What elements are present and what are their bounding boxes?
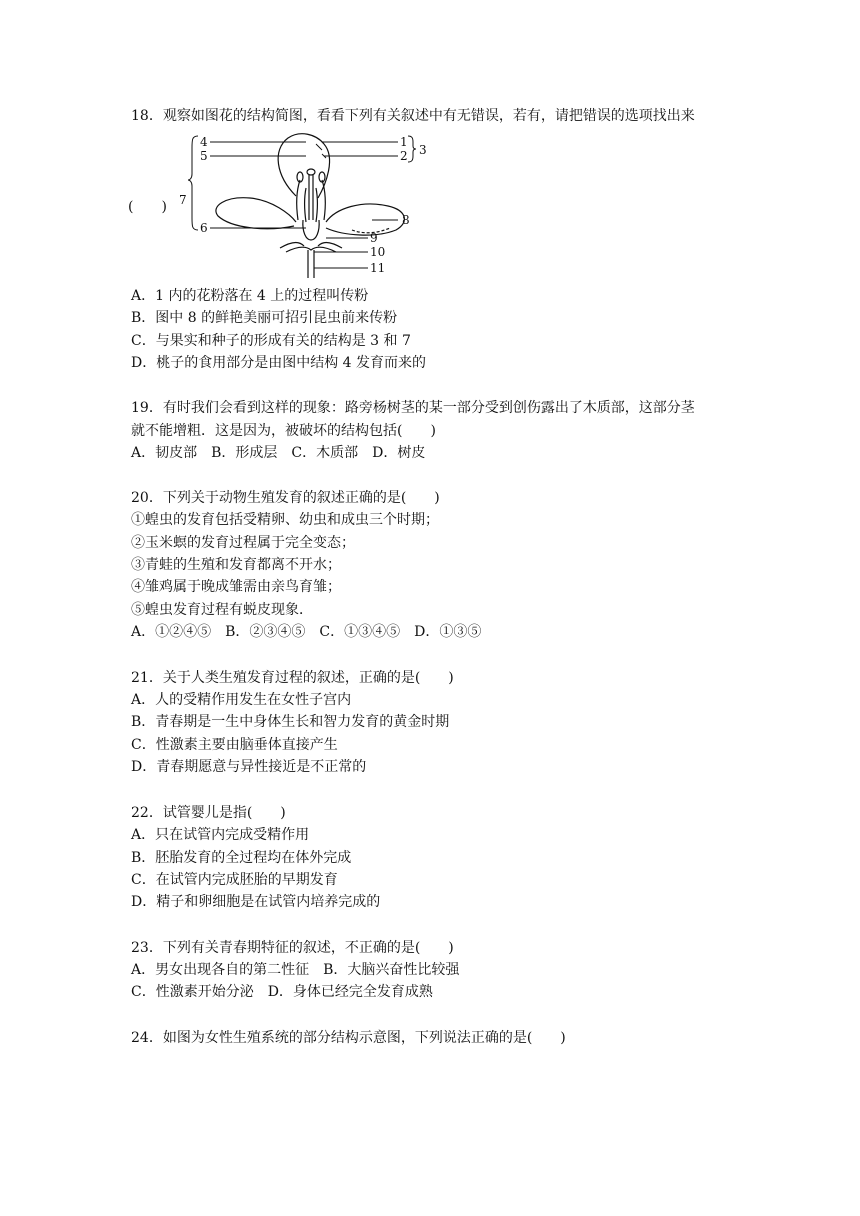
label-2: 2 xyxy=(400,149,408,163)
q19-stem-1: 19．有时我们会看到这样的现象：路旁杨树茎的某一部分受到创伤露出了木质部，这部分茎 xyxy=(131,400,695,416)
q20-item-2: ②玉米螟的发育过程属于完全变态； xyxy=(131,535,355,551)
label-1: 1 xyxy=(400,135,408,149)
q18-option-c: C．与果实和种子的形成有关的结构是 3 和 7 xyxy=(131,333,411,349)
q20-item-3: ③青蛙的生殖和发育都离不开水； xyxy=(131,557,341,573)
q18-option-d: D．桃子的食用部分是由图中结构 4 发育而来的 xyxy=(131,355,427,371)
q23-stem: 23．下列有关青春期特征的叙述，不正确的是( ) xyxy=(131,940,454,956)
label-6: 6 xyxy=(200,221,208,235)
label-3: 3 xyxy=(419,143,427,157)
q18-option-b: B．图中 8 的鲜艳美丽可招引昆虫前来传粉 xyxy=(131,310,398,326)
label-7: 7 xyxy=(179,193,187,207)
label-4: 4 xyxy=(200,135,208,149)
label-8: 8 xyxy=(402,213,410,227)
label-10: 10 xyxy=(370,245,386,259)
q22-option-c: C．在试管内完成胚胎的早期发育 xyxy=(131,872,338,888)
q23-options-2: C．性激素开始分泌 D．身体已经完全发育成熟 xyxy=(131,984,433,1000)
label-11: 11 xyxy=(370,261,386,275)
q19-options: A．韧皮部 B．形成层 C．木质部 D．树皮 xyxy=(131,445,426,461)
label-9: 9 xyxy=(370,231,378,245)
q20-item-4: ④雏鸡属于晚成雏需由亲鸟育雏； xyxy=(131,579,341,595)
q18-stem: 18．观察如图花的结构简图，看看下列有关叙述中有无错误，若有，请把错误的选项找出来 xyxy=(131,108,695,124)
q20-item-1: ①蝗虫的发育包括受精卵、幼虫和成虫三个时期； xyxy=(131,512,439,528)
q20-item-5: ⑤蝗虫发育过程有蜕皮现象． xyxy=(131,602,313,618)
q21-option-a: A．人的受精作用发生在女性子宫内 xyxy=(131,692,352,708)
q22-option-b: B．胚胎发育的全过程均在体外完成 xyxy=(131,850,352,866)
q24-stem: 24．如图为女性生殖系统的部分结构示意图，下列说法正确的是( ) xyxy=(131,1030,566,1046)
q21-option-d: D．青春期愿意与异性接近是不正常的 xyxy=(131,759,367,775)
label-5: 5 xyxy=(200,149,208,163)
q21-option-b: B．青春期是一生中身体生长和智力发育的黄金时期 xyxy=(131,714,450,730)
q19-stem-2: 就不能增粗．这是因为，被破坏的结构包括( ) xyxy=(131,423,436,439)
q22-option-d: D．精子和卵细胞是在试管内培养完成的 xyxy=(131,894,381,910)
q18-answer-paren: ( ) xyxy=(128,199,167,215)
q22-stem: 22．试管婴儿是指( ) xyxy=(131,805,286,821)
q22-option-a: A．只在试管内完成受精作用 xyxy=(131,827,310,843)
q20-stem: 20．下列关于动物生殖发育的叙述正确的是( ) xyxy=(131,490,440,506)
q23-options-1: A．男女出现各自的第二性征 B．大脑兴奋性比较强 xyxy=(131,962,460,978)
q21-option-c: C．性激素主要由脑垂体直接产生 xyxy=(131,737,338,753)
flower-structure-figure xyxy=(176,128,436,278)
q21-stem: 21．关于人类生殖发育过程的叙述，正确的是( ) xyxy=(131,670,454,686)
q18-option-a: A．1 内的花粉落在 4 上的过程叫传粉 xyxy=(131,288,369,304)
q20-options: A．①②④⑤ B．②③④⑤ C．①③④⑤ D．①③⑤ xyxy=(131,624,482,640)
